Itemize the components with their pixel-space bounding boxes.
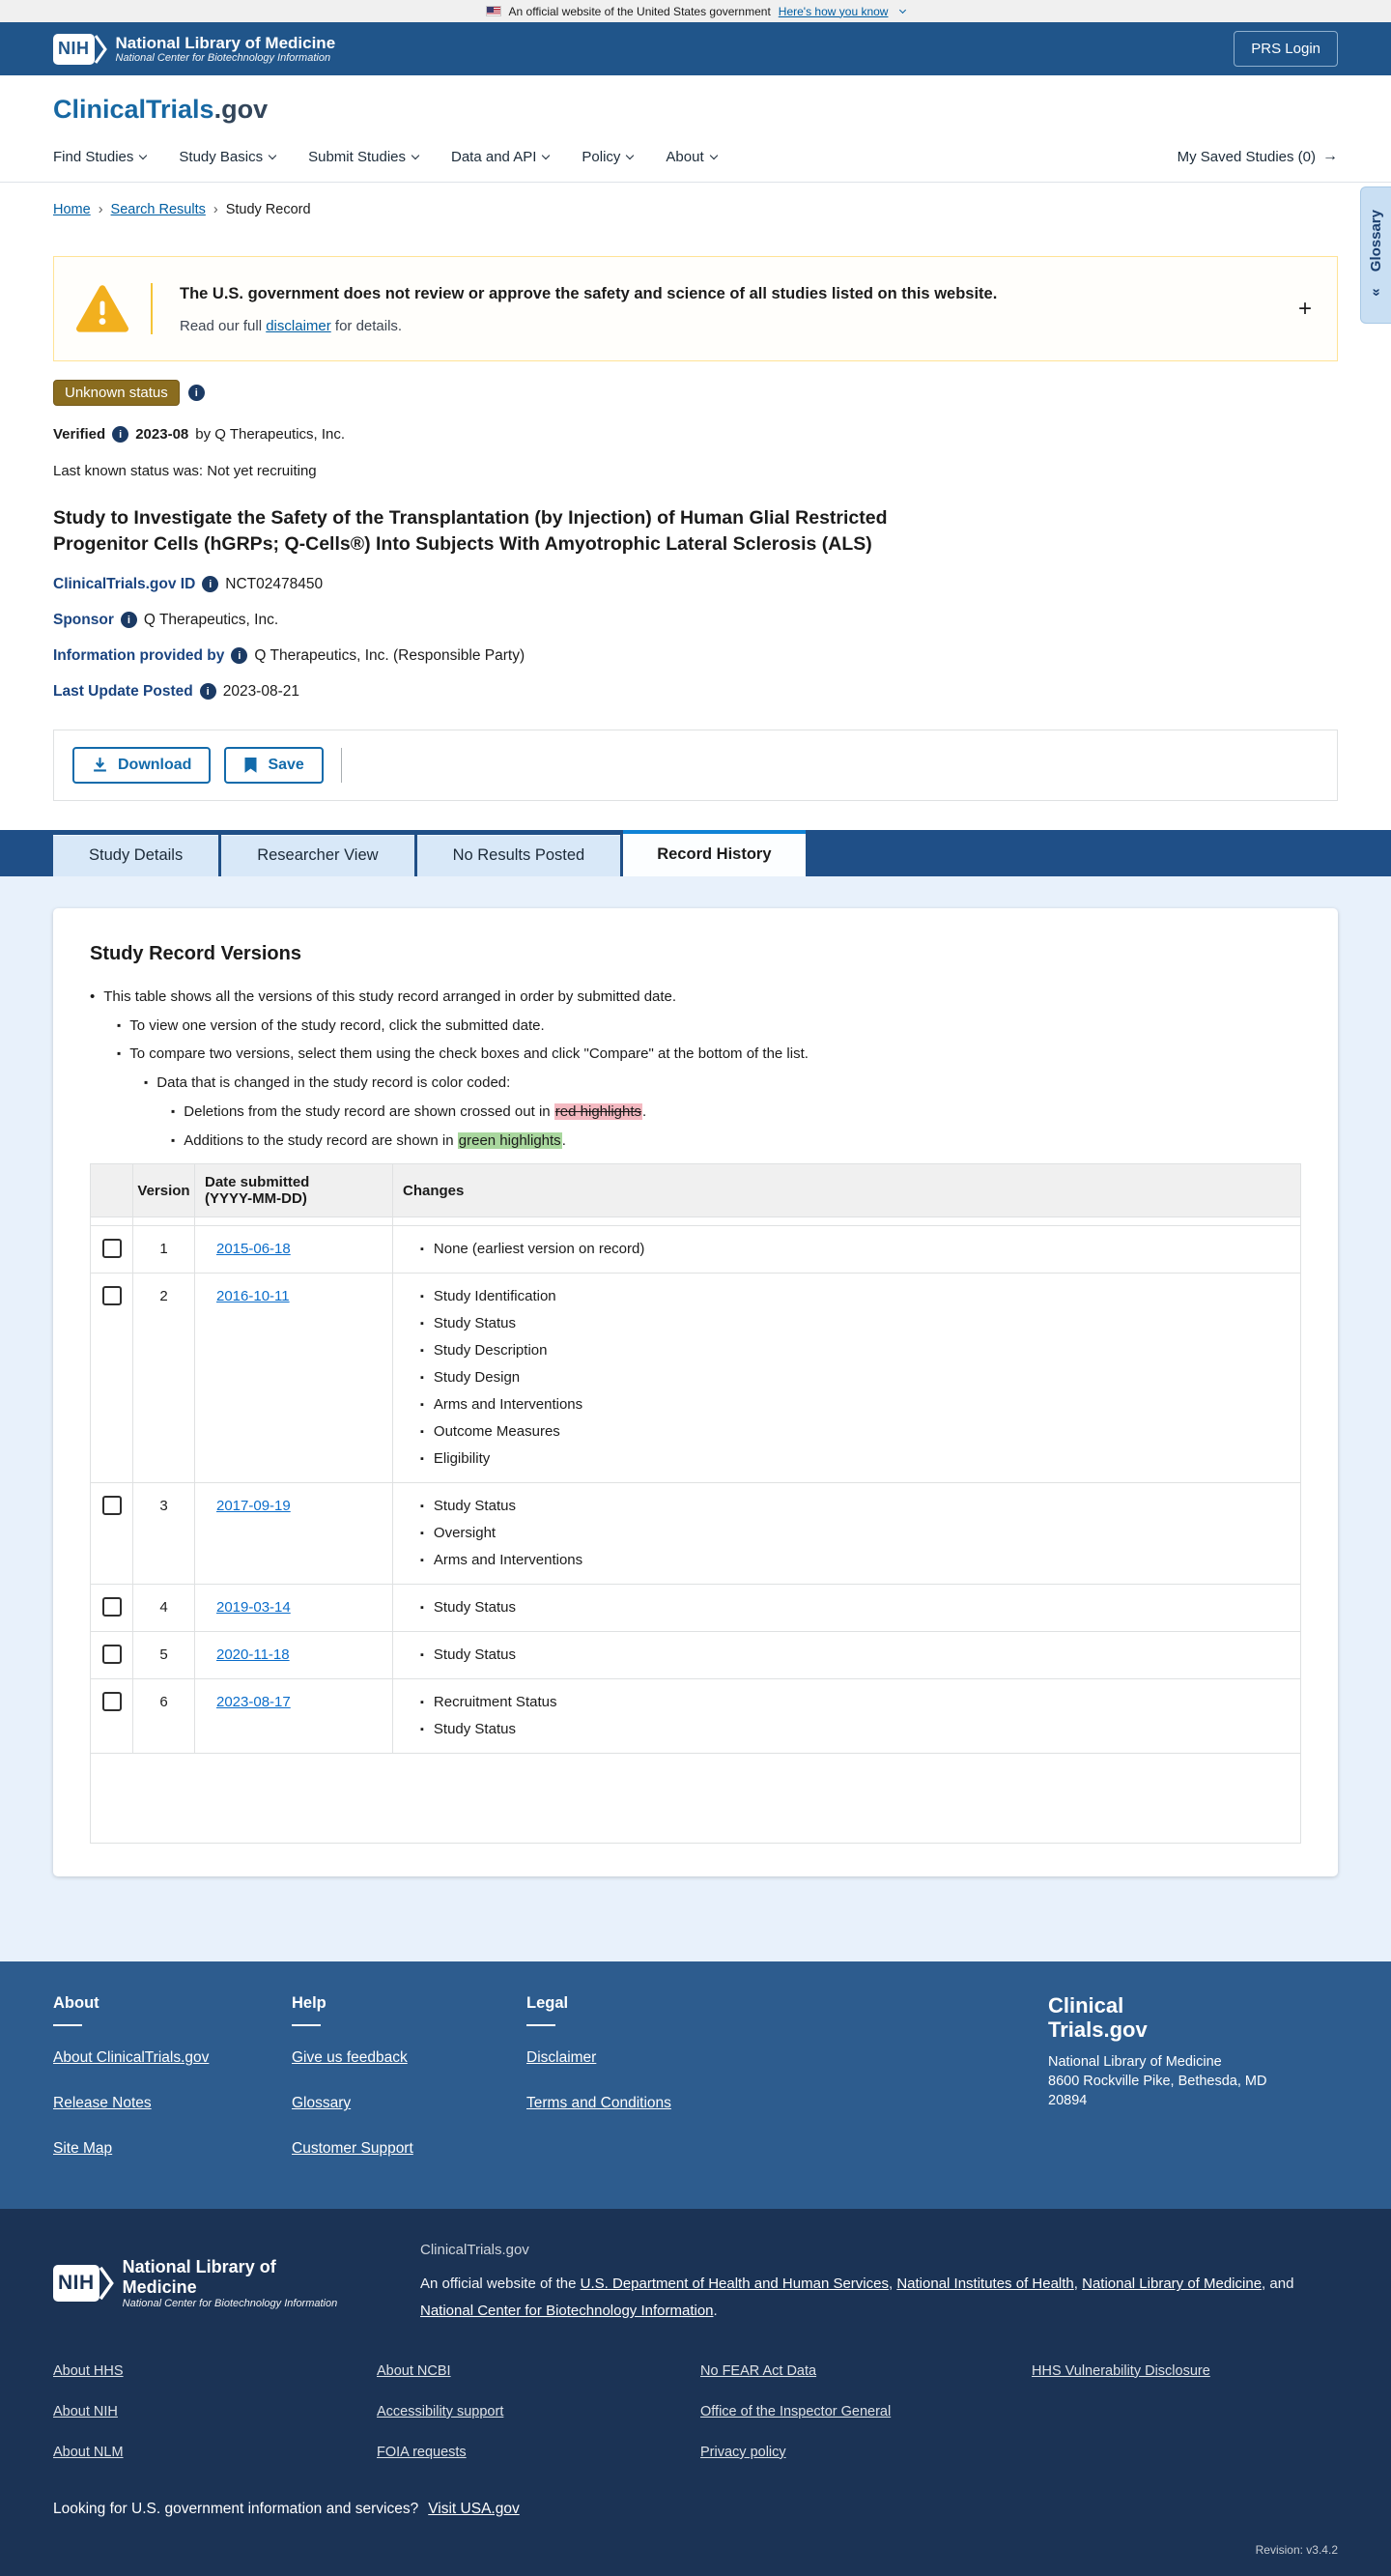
verified-line <box>53 426 1338 443</box>
warning-title: The U.S. government does not review or approve the safety and science of all studies listed on this website. <box>180 285 998 302</box>
nav-submit-studies[interactable]: Submit Studies <box>308 149 418 165</box>
visit-usa-gov-link[interactable]: Visit USA.gov <box>428 2500 520 2517</box>
info-icon[interactable]: i <box>231 647 247 664</box>
footer-link-disclaimer[interactable]: Disclaimer <box>526 2049 597 2067</box>
version-checkbox[interactable] <box>102 1692 122 1711</box>
disclaimer-link[interactable]: disclaimer <box>266 318 331 334</box>
chevron-down-icon <box>626 152 634 159</box>
table-header-row <box>91 1164 1300 1217</box>
table-row-version-3 <box>91 1483 1300 1585</box>
green-highlight-sample: green highlights <box>458 1131 561 1149</box>
link-inspector-general[interactable]: Office of the Inspector General <box>700 2403 892 2419</box>
instruction-deletions: ▪ Deletions from the study record are shown crossed out in red highlights. <box>171 1103 1301 1122</box>
glossary-side-tab[interactable] <box>1360 186 1391 324</box>
breadcrumb <box>0 183 1391 217</box>
usa-gov-line: Looking for U.S. government information and services? Visit USA.gov <box>53 2500 520 2517</box>
meta-row-last-update-posted <box>53 683 1338 701</box>
footer-brand-block <box>1048 1994 1338 2186</box>
meta-value: 2023-08-21 <box>222 682 299 700</box>
study-title: Study to Investigate the Safety of the Transplantation (by Injection) of Human Glial Restricted Progenitor Cells (hGRPs; Q-Cells®) Into Subjects With Amyotrophic Lateral Sclerosis (ALS) <box>53 507 888 555</box>
change-item: ▪ Study Design <box>420 1369 1291 1387</box>
instruction-color-hint: ▪ Data that is changed in the study record is color coded: ▪ Deletions from the study record are shown crossed out in red highlights. ▪ Additions to the study record are shown in green highlights. <box>144 1074 1301 1150</box>
change-item: ▪ None (earliest version on record) <box>420 1241 1291 1258</box>
date-link[interactable]: 2015-06-18 <box>216 1241 291 1258</box>
subfooter-link-grid <box>53 2363 1338 2485</box>
footer-link-site-map[interactable]: Site Map <box>53 2140 113 2158</box>
versions-heading: Study Record Versions <box>90 942 301 964</box>
nih-logo-chevron-icon <box>99 2265 114 2302</box>
footer-about-heading: About <box>53 1994 99 2013</box>
nih-logo-text: NIH <box>53 2265 99 2302</box>
tab-no-results-posted[interactable]: No Results Posted <box>417 835 621 876</box>
footer-link-release-notes[interactable]: Release Notes <box>53 2095 152 2112</box>
arrow-right-icon: → <box>1322 148 1338 164</box>
change-item: ▪ Recruitment Status <box>420 1694 1291 1711</box>
revision-label: Revision: v3.4.2 <box>1255 2542 1338 2557</box>
date-link[interactable]: 2017-09-19 <box>216 1498 291 1515</box>
nlm-subtitle: National Center for Biotechnology Information <box>122 2297 338 2309</box>
meta-label: Sponsor <box>53 611 114 628</box>
versions-table <box>90 1163 1301 1844</box>
date-link[interactable]: 2020-11-18 <box>216 1646 290 1664</box>
hhs-link[interactable]: U.S. Department of Health and Human Services <box>580 2275 889 2293</box>
nlm-link[interactable]: National Library of Medicine <box>1082 2275 1263 2293</box>
footer-link-give-us-feedback[interactable]: Give us feedback <box>292 2049 408 2067</box>
footer-heading-rule <box>526 2024 555 2026</box>
info-icon[interactable]: i <box>112 426 128 443</box>
footer-heading-rule <box>53 2024 82 2026</box>
footer-help-column <box>292 1994 526 2186</box>
meta-label: ClinicalTrials.gov ID <box>53 575 196 592</box>
table-row-version-1 <box>91 1226 1300 1274</box>
th-checkbox <box>91 1164 133 1216</box>
nlm-subtitle: National Center for Biotechnology Information <box>115 52 331 65</box>
how-you-know-link[interactable]: Here's how you know <box>778 4 889 18</box>
tab-record-history[interactable]: Record History <box>623 830 805 876</box>
footer-link-glossary[interactable]: Glossary <box>292 2095 352 2112</box>
info-icon[interactable]: i <box>202 576 218 592</box>
version-number: 1 <box>133 1226 195 1273</box>
footer-legal-column <box>526 1994 765 2186</box>
breadcrumb-search-results-link[interactable]: Search Results <box>110 202 206 217</box>
meta-label: Information provided by <box>53 646 225 664</box>
table-row-version-6 <box>91 1679 1300 1754</box>
th-version: Version <box>133 1164 195 1216</box>
status-badge: Unknown status <box>53 380 180 406</box>
change-item: ▪ Study Status <box>420 1498 1291 1515</box>
link-privacy-policy[interactable]: Privacy policy <box>700 2444 786 2460</box>
ncbi-link[interactable]: National Center for Biotechnology Information <box>420 2303 714 2320</box>
change-item: ▪ Arms and Interventions <box>420 1396 1291 1414</box>
date-link[interactable]: 2019-03-14 <box>216 1599 291 1617</box>
link-foia-requests[interactable]: FOIA requests <box>377 2444 467 2460</box>
save-button[interactable]: Save <box>224 747 323 784</box>
link-about-ncbi[interactable]: About NCBI <box>377 2362 451 2379</box>
nih-logo-mark <box>53 34 107 65</box>
breadcrumb-separator-icon: › <box>213 202 218 217</box>
footer <box>0 1961 1391 2209</box>
gov-banner <box>0 0 1391 22</box>
nih-logo-chevron-icon <box>95 34 107 65</box>
link-accessibility-support[interactable]: Accessibility support <box>377 2403 504 2419</box>
version-number: 6 <box>133 1679 195 1753</box>
nav-study-basics[interactable]: Study Basics <box>179 149 275 165</box>
main-nav <box>53 148 1338 182</box>
status-badge-row <box>53 380 1338 406</box>
change-item: ▪ Study Identification <box>420 1288 1291 1305</box>
prs-login-button[interactable]: PRS Login <box>1234 31 1338 67</box>
footer-link-customer-support[interactable]: Customer Support <box>292 2140 413 2158</box>
meta-row-nct-id <box>53 576 1338 593</box>
breadcrumb-current: Study Record <box>225 202 311 217</box>
download-icon <box>92 757 108 773</box>
change-item: ▪ Outcome Measures <box>420 1423 1291 1441</box>
meta-value: Q Therapeutics, Inc. (Responsible Party) <box>254 646 525 664</box>
version-number: 2 <box>133 1274 195 1482</box>
official-statement: ClinicalTrials.gov An official website of the U.S. Department of Health and Human Services, National Institutes of Health, National Library of Medicine, and National Center for Biotechnology Information. <box>420 2242 1338 2325</box>
warning-body: Read our full disclaimer for details. <box>180 318 403 334</box>
nlm-footer-logo[interactable] <box>53 2242 339 2325</box>
chevron-down-icon <box>412 152 419 159</box>
change-item: ▪ Study Status <box>420 1315 1291 1332</box>
version-number: 3 <box>133 1483 195 1584</box>
warning-icon-cell <box>54 283 151 334</box>
th-date: Date submitted (YYYY-MM-DD) <box>195 1164 393 1216</box>
warning-banner <box>53 256 1338 361</box>
nlm-title: National Library of Medicine <box>115 33 336 52</box>
table-footer-area <box>91 1754 1300 1843</box>
info-icon[interactable]: i <box>188 385 205 401</box>
study-record-versions-card <box>53 908 1338 1877</box>
breadcrumb-home-link[interactable]: Home <box>53 202 91 217</box>
footer-link-terms-and-conditions[interactable]: Terms and Conditions <box>526 2095 671 2112</box>
version-number: 5 <box>133 1632 195 1678</box>
change-item: ▪ Arms and Interventions <box>420 1552 1291 1569</box>
footer-heading-rule <box>292 2024 321 2026</box>
instruction-view-hint: ▪ To view one version of the study record, click the submitted date. <box>117 1017 1301 1036</box>
link-about-hhs[interactable]: About HHS <box>53 2362 124 2379</box>
warning-text <box>153 283 1337 334</box>
study-tabs <box>0 830 1391 876</box>
last-known-status: Last known status was: Not yet recruiting <box>53 463 317 479</box>
change-item: ▪ Eligibility <box>420 1450 1291 1468</box>
date-link[interactable]: 2023-08-17 <box>216 1694 291 1711</box>
tab-study-details[interactable]: Study Details <box>53 835 218 876</box>
verified-label: Verified <box>53 426 106 443</box>
verified-by: by Q Therapeutics, Inc. <box>195 426 346 443</box>
tab-researcher-view[interactable]: Researcher View <box>221 835 413 876</box>
action-bar <box>53 730 1338 801</box>
my-saved-studies-link[interactable]: My Saved Studies (0) → <box>1177 148 1338 165</box>
version-checkbox[interactable] <box>102 1597 122 1617</box>
study-summary <box>0 380 1391 701</box>
subfooter <box>0 2209 1391 2576</box>
nih-logo[interactable] <box>53 34 335 65</box>
change-item: ▪ Oversight <box>420 1525 1291 1542</box>
version-checkbox[interactable] <box>102 1239 122 1258</box>
version-checkbox[interactable] <box>102 1645 122 1664</box>
version-checkbox[interactable] <box>102 1286 122 1305</box>
warning-triangle-icon <box>76 285 128 333</box>
link-about-nlm[interactable]: About NLM <box>53 2444 124 2460</box>
nlm-lockup-text <box>116 34 336 65</box>
chevron-down-icon <box>139 152 147 159</box>
table-row-version-5 <box>91 1632 1300 1679</box>
instruction-additions: ▪ Additions to the study record are shown in green highlights. <box>171 1132 1301 1151</box>
expand-warning-button[interactable]: + <box>1297 295 1312 322</box>
nih-logo-text: NIH <box>53 34 95 65</box>
gov-banner-text: An official website of the United States government <box>508 4 771 18</box>
change-item: ▪ Study Description <box>420 1342 1291 1360</box>
chevron-down-icon[interactable] <box>899 7 906 14</box>
instruction-intro: • This table shows all the versions of this study record arranged in order by submitted date. ▪ To view one version of the study record, click the submitted date. ▪ To compare two versions, select them using the check boxes and click "Compare" at the bottom of the list. ▪ Data that is changed in the study record is color coded: ▪ Deletions from the study record are shown crossed out in red highlights. ▪ Additions to the study record are shown in green highlights. <box>90 988 1301 1151</box>
chevron-down-icon <box>709 152 717 159</box>
clinicaltrials-logo[interactable] <box>53 95 1338 125</box>
collapse-chevrons-icon: « <box>1368 288 1384 297</box>
footer-link-about-clinicaltrials[interactable]: About ClinicalTrials.gov <box>53 2049 210 2067</box>
meta-row-sponsor <box>53 612 1338 629</box>
info-icon[interactable]: i <box>121 612 137 628</box>
meta-value: NCT02478450 <box>225 575 324 592</box>
table-row-version-2 <box>91 1274 1300 1483</box>
th-changes: Changes <box>403 1182 465 1199</box>
subfooter-site-label: ClinicalTrials.gov <box>420 2242 529 2259</box>
button-divider <box>341 748 342 783</box>
instruction-compare-hint: ▪ To compare two versions, select them using the check boxes and click "Compare" at the bottom of the list. ▪ Data that is changed in the study record is color coded: ▪ Deletions from the study record are shown crossed out in red highlights. ▪ Additions to the study record are shown in green highlights. <box>117 1045 1301 1150</box>
change-item: ▪ Study Status <box>420 1646 1291 1664</box>
chevron-down-icon <box>269 152 276 159</box>
nav-find-studies[interactable]: Find Studies <box>53 149 146 165</box>
footer-legal-heading: Legal <box>526 1994 569 2013</box>
link-about-nih[interactable]: About NIH <box>53 2403 118 2419</box>
logo-main: ClinicalTrials <box>53 95 214 124</box>
version-checkbox[interactable] <box>102 1496 122 1515</box>
chevron-down-icon <box>542 152 550 159</box>
nav-data-and-api[interactable]: Data and API <box>451 149 549 165</box>
table-row-version-4 <box>91 1585 1300 1632</box>
meta-row-information-provided-by <box>53 647 1338 665</box>
verified-date: 2023-08 <box>135 426 189 443</box>
nlm-header <box>0 22 1391 75</box>
nav-policy[interactable]: Policy <box>582 149 633 165</box>
record-history-panel <box>0 876 1391 1962</box>
date-link[interactable]: 2016-10-11 <box>216 1288 290 1305</box>
table-header-gap <box>91 1217 1300 1226</box>
meta-label: Last Update Posted <box>53 682 193 700</box>
nav-about[interactable]: About <box>666 149 716 165</box>
change-item: ▪ Study Status <box>420 1599 1291 1617</box>
logo-suffix: .gov <box>213 95 269 124</box>
footer-help-heading: Help <box>292 1994 326 2013</box>
bookmark-icon <box>243 757 258 774</box>
subfooter-top <box>53 2242 1338 2325</box>
nlm-lockup-text <box>123 2257 339 2308</box>
glossary-label: Glossary <box>1368 209 1384 272</box>
instructions-list <box>90 988 1301 1151</box>
site-header <box>0 75 1391 183</box>
red-highlight-sample: red highlights <box>554 1102 642 1120</box>
nih-logo-mark <box>53 2265 114 2302</box>
meta-value: Q Therapeutics, Inc. <box>143 611 279 628</box>
footer-address: National Library of Medicine 8600 Rockville Pike, Bethesda, MD 20894 <box>1048 2053 1267 2109</box>
clinicaltrials-footer-logo: Clinical Trials.gov <box>1048 1993 1148 2042</box>
change-item: ▪ Study Status <box>420 1721 1291 1738</box>
us-flag-icon <box>486 6 501 16</box>
nih-link[interactable]: National Institutes of Health <box>896 2275 1074 2293</box>
info-icon[interactable]: i <box>200 683 216 700</box>
version-number: 4 <box>133 1585 195 1631</box>
link-hhs-vulnerability[interactable]: HHS Vulnerability Disclosure <box>1032 2362 1210 2379</box>
download-button[interactable]: Download <box>72 747 211 784</box>
breadcrumb-separator-icon: › <box>98 202 103 217</box>
nlm-title: National Library of Medicine <box>122 2257 276 2298</box>
footer-about-column <box>53 1994 292 2186</box>
link-no-fear-act[interactable]: No FEAR Act Data <box>700 2362 817 2379</box>
